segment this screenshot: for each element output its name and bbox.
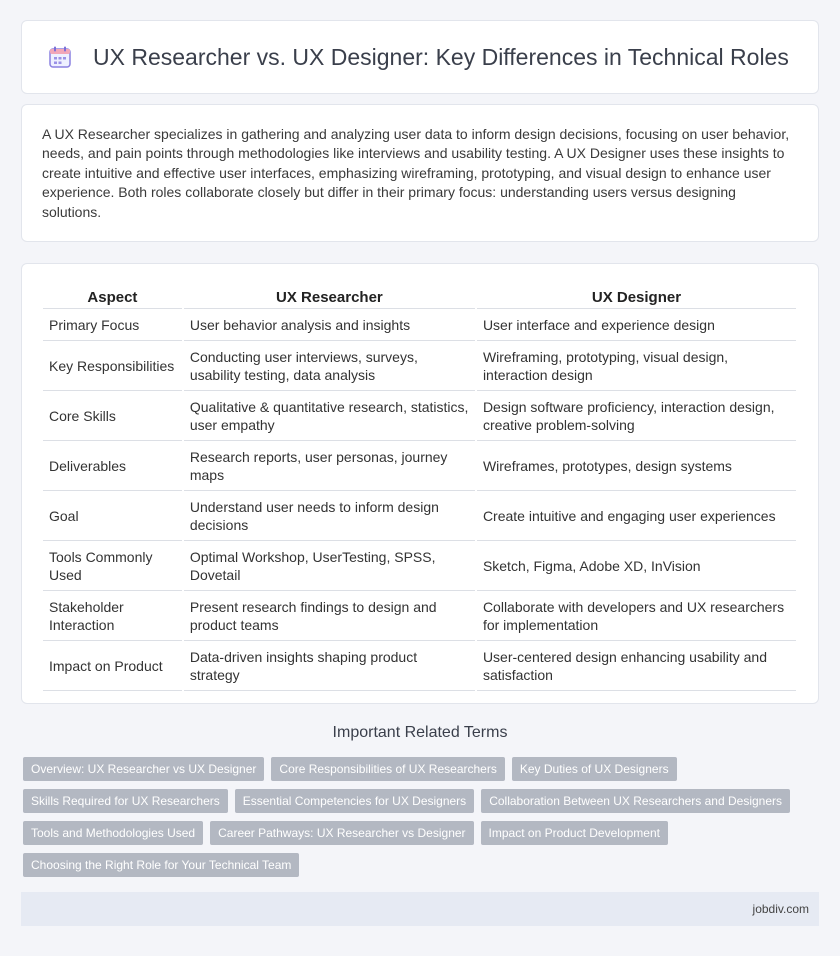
designer-cell: Wireframing, prototyping, visual design, interaction design [477, 341, 796, 391]
related-terms-list [23, 757, 813, 877]
table-header-row [43, 283, 796, 309]
comparison-table-card [21, 263, 819, 704]
aspect-cell: Core Skills [43, 391, 182, 441]
designer-cell: User-centered design enhancing usability and satisfaction [477, 641, 796, 691]
researcher-cell: Research reports, user personas, journey maps [184, 441, 475, 491]
researcher-cell: Understand user needs to inform design decisions [184, 491, 475, 541]
aspect-cell: Deliverables [43, 441, 182, 491]
table-row [43, 309, 796, 341]
table-row [43, 591, 796, 641]
designer-cell: Wireframes, prototypes, design systems [477, 441, 796, 491]
designer-cell: Collaborate with developers and UX researchers for implementation [477, 591, 796, 641]
researcher-cell: Conducting user interviews, surveys, usability testing, data analysis [184, 341, 475, 391]
comparison-table [41, 283, 798, 691]
column-header-aspect: Aspect [43, 283, 182, 309]
related-term-tag[interactable]: Collaboration Between UX Researchers and Designers [481, 789, 790, 813]
table-row [43, 541, 796, 591]
footer [21, 892, 819, 926]
related-term-tag[interactable]: Core Responsibilities of UX Researchers [271, 757, 504, 781]
related-term-tag[interactable]: Essential Competencies for UX Designers [235, 789, 474, 813]
designer-cell: Design software proficiency, interaction design, creative problem-solving [477, 391, 796, 441]
table-row [43, 441, 796, 491]
aspect-cell: Impact on Product [43, 641, 182, 691]
aspect-cell: Goal [43, 491, 182, 541]
column-header-ux-researcher: UX Researcher [184, 283, 475, 309]
related-term-tag[interactable]: Tools and Methodologies Used [23, 821, 203, 845]
table-row [43, 641, 796, 691]
intro-paragraph: A UX Researcher specializes in gathering and analyzing user data to inform design decisions, focusing on user behavior, needs, and pain points through methodologies like interviews and usability testing. A UX Designer uses these insights to create intuitive and effective user interfaces, emphasizing wireframing, prototyping, and visual design to enhance user experience. Both roles collaborate closely but differ in their primary focus: understanding users versus designing solutions. [42, 126, 790, 220]
footer-site-link[interactable]: jobdiv.com [752, 902, 809, 916]
researcher-cell: Qualitative & quantitative research, statistics, user empathy [184, 391, 475, 441]
aspect-cell: Primary Focus [43, 309, 182, 341]
aspect-cell: Stakeholder Interaction [43, 591, 182, 641]
designer-cell: User interface and experience design [477, 309, 796, 341]
header-card [21, 20, 819, 94]
researcher-cell: Data-driven insights shaping product strategy [184, 641, 475, 691]
page-title: UX Researcher vs. UX Designer: Key Differences in Technical Roles [93, 43, 789, 70]
designer-cell: Sketch, Figma, Adobe XD, InVision [477, 541, 796, 591]
column-header-ux-designer: UX Designer [477, 283, 796, 309]
related-term-tag[interactable]: Choosing the Right Role for Your Technical Team [23, 853, 299, 877]
table-row [43, 341, 796, 391]
researcher-cell: Optimal Workshop, UserTesting, SPSS, Dovetail [184, 541, 475, 591]
researcher-cell: Present research findings to design and product teams [184, 591, 475, 641]
related-term-tag[interactable]: Overview: UX Researcher vs UX Designer [23, 757, 264, 781]
related-term-tag[interactable]: Impact on Product Development [481, 821, 668, 845]
related-term-tag[interactable]: Career Pathways: UX Researcher vs Designer [210, 821, 473, 845]
table-row [43, 491, 796, 541]
designer-cell: Create intuitive and engaging user experiences [477, 491, 796, 541]
aspect-cell: Key Responsibilities [43, 341, 182, 391]
related-term-tag[interactable]: Skills Required for UX Researchers [23, 789, 228, 813]
related-terms-heading: Important Related Terms [332, 724, 508, 741]
related-term-tag[interactable]: Key Duties of UX Designers [512, 757, 677, 781]
intro-card [21, 104, 819, 242]
table-row [43, 391, 796, 441]
aspect-cell: Tools Commonly Used [43, 541, 182, 591]
researcher-cell: User behavior analysis and insights [184, 309, 475, 341]
calendar-icon [48, 45, 72, 69]
